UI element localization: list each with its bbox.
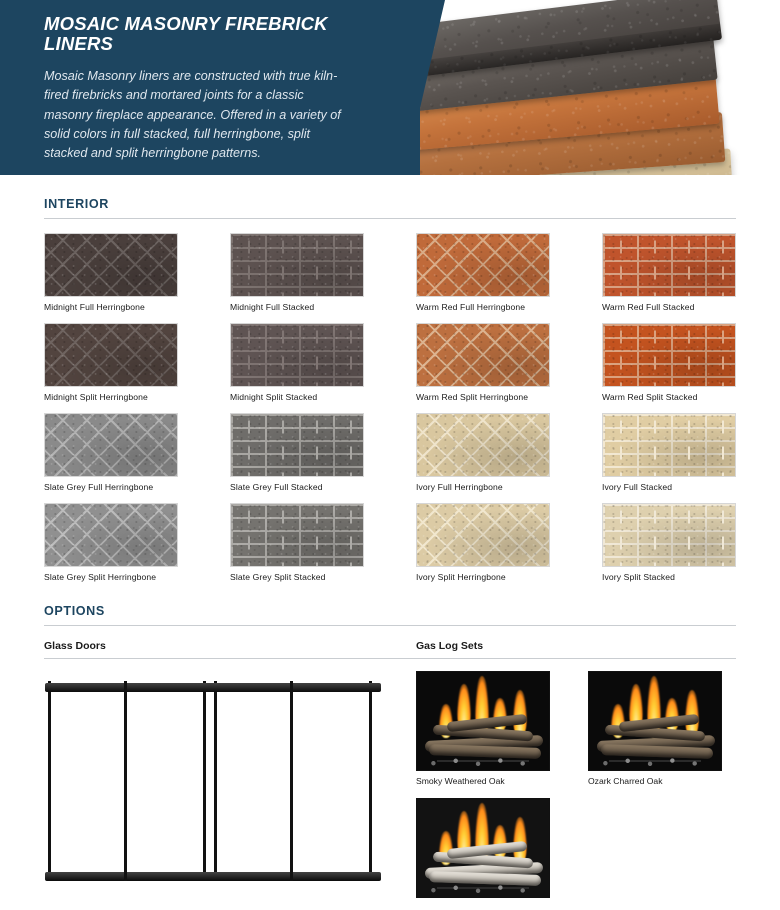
swatch-label: Midnight Full Stacked [230,302,315,312]
swatch-image[interactable] [602,503,736,567]
options-columns [44,640,736,910]
swatch-label: Slate Grey Full Stacked [230,482,323,492]
brick-pattern-stacked [231,324,363,386]
page-title: MOSAIC MASONRY FIREBRICK LINERS [44,13,328,55]
swatch-image[interactable] [44,323,178,387]
swatch-cell[interactable] [416,323,550,402]
gas-log-label: Smoky Weathered Oak [416,776,505,786]
brick-pattern-herring [45,324,177,386]
swatch-cell[interactable] [44,503,178,582]
options-divider [44,625,736,626]
swatch-image[interactable] [416,413,550,477]
page-description: Mosaic Masonry liners are constructed with true kiln-fired firebricks and mortared joints for a classic masonry fireplace appearance. Offered in a variety of solid colors in full stacked, full herringbone, split stacked and split herringbone patterns. [44,69,341,160]
swatch-cell[interactable] [602,233,736,312]
swatch-image[interactable] [602,233,736,297]
glass-doors-divider [44,658,416,659]
swatch-label: Ivory Full Herringbone [416,482,503,492]
gas-log-image[interactable] [416,671,550,771]
door-mullion-right [290,681,293,881]
gas-log-sets-column [416,640,736,910]
options-section-title: OPTIONS [44,604,105,618]
swatch-cell[interactable] [416,233,550,312]
swatch-label: Midnight Split Stacked [230,392,318,402]
brick-pattern-stacked [231,414,363,476]
brick-pattern-stacked [231,234,363,296]
log-stack [425,835,541,881]
swatch-label: Ivory Split Stacked [602,572,676,582]
log-stack [597,708,713,754]
gas-log-cell[interactable] [416,671,550,786]
glass-doors-title: Glass Doors [44,640,106,652]
brick-pattern-stacked [603,414,735,476]
brick-pattern-stacked [231,504,363,566]
brick-pattern-stacked [603,504,735,566]
swatch-image[interactable] [602,413,736,477]
brick-pattern-herring [417,324,549,386]
door-bar-bottom-left [45,872,215,881]
ember-bed [421,756,545,768]
swatch-label: Warm Red Full Herringbone [416,302,526,312]
glass-doors-illustration [48,671,378,883]
log-stack [425,708,541,754]
gas-log-cell[interactable] [588,671,722,786]
brick-pattern-herring [45,414,177,476]
swatch-image[interactable] [416,323,550,387]
brick-pattern-stacked [603,324,735,386]
swatch-label: Ivory Split Herringbone [416,572,506,582]
swatch-cell[interactable] [44,413,178,492]
glass-door-left [48,681,206,873]
gas-log-image[interactable] [588,671,722,771]
swatch-image[interactable] [230,413,364,477]
door-mullion-left [124,681,127,881]
swatch-label: Warm Red Split Stacked [602,392,698,402]
gas-log-cell[interactable] [416,798,550,898]
interior-divider [44,218,736,219]
brick-pattern-herring [45,234,177,296]
door-bar-bottom-right [211,872,381,881]
swatch-label: Slate Grey Full Herringbone [44,482,154,492]
ember-bed [421,883,545,895]
interior-section-title: INTERIOR [44,197,109,211]
header-text-panel [0,0,420,175]
brick-pattern-herring [417,504,549,566]
gas-log-sets-title: Gas Log Sets [416,640,484,652]
swatch-label: Midnight Split Herringbone [44,392,148,402]
ember-bed [593,756,717,768]
swatch-image[interactable] [230,323,364,387]
interior-swatch-grid [44,233,736,582]
gas-log-label: Ozark Charred Oak [588,776,663,786]
swatch-label: Slate Grey Split Herringbone [44,572,157,582]
brick-pattern-herring [417,414,549,476]
page-header [0,0,780,175]
brick-pattern-herring [417,234,549,296]
door-bar-top-right [211,683,381,692]
swatch-image[interactable] [44,233,178,297]
glass-door-right [214,681,372,873]
swatch-image[interactable] [602,323,736,387]
swatch-cell[interactable] [602,503,736,582]
swatch-image[interactable] [44,503,178,567]
swatch-image[interactable] [230,503,364,567]
swatch-cell[interactable] [44,233,178,312]
swatch-label: Warm Red Full Stacked [602,302,695,312]
brick-pattern-stacked [603,234,735,296]
swatch-cell[interactable] [230,323,364,402]
swatch-label: Warm Red Split Herringbone [416,392,529,402]
swatch-cell[interactable] [230,233,364,312]
swatch-cell[interactable] [416,503,550,582]
swatch-label: Midnight Full Herringbone [44,302,145,312]
swatch-cell[interactable] [416,413,550,492]
brick-pattern-herring [45,504,177,566]
swatch-label: Ivory Full Stacked [602,482,673,492]
swatch-cell[interactable] [230,503,364,582]
swatch-image[interactable] [44,413,178,477]
swatch-cell[interactable] [602,323,736,402]
gas-log-grid [416,671,736,910]
swatch-cell[interactable] [44,323,178,402]
glass-doors-column [44,640,416,910]
swatch-image[interactable] [416,233,550,297]
swatch-cell[interactable] [230,413,364,492]
gas-log-image[interactable] [416,798,550,898]
swatch-image[interactable] [416,503,550,567]
door-bar-top-left [45,683,215,692]
swatch-cell[interactable] [602,413,736,492]
swatch-label: Slate Grey Split Stacked [230,572,326,582]
swatch-image[interactable] [230,233,364,297]
gas-log-sets-divider [416,658,736,659]
